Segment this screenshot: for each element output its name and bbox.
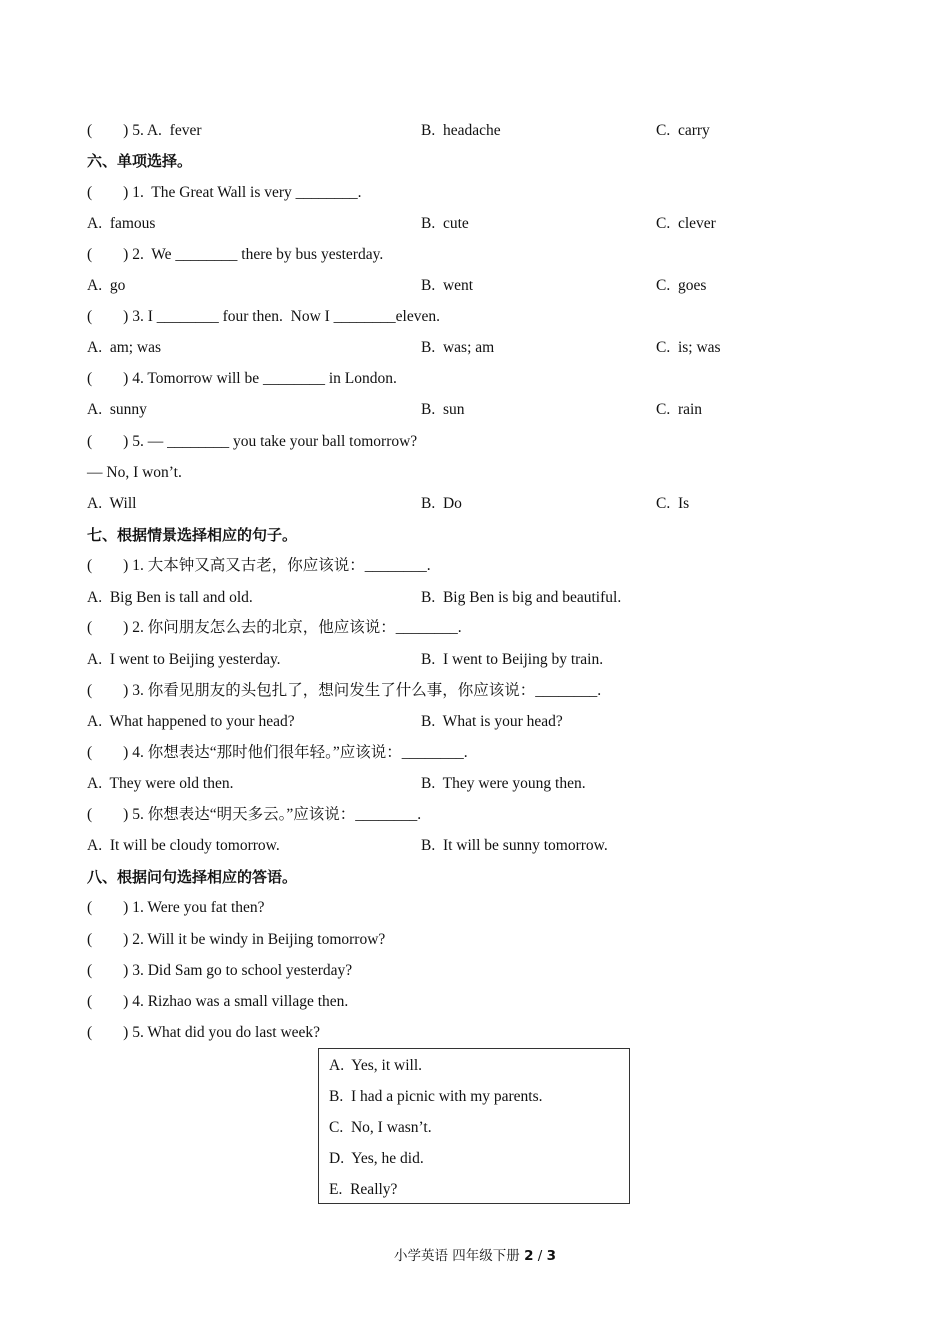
q8-5-stem: ( ) 5. What did you do last week? <box>87 1024 321 1041</box>
q5-5-option-c: C. carry <box>656 122 710 139</box>
q6-2-option-c: C. goes <box>656 277 707 294</box>
q7-3-option-b: B. What is your head? <box>421 713 563 730</box>
section-7-heading: 七、根据情景选择相应的句子。 <box>87 526 298 544</box>
q7-5-stem: ( ) 5. 你想表达“明天多云。”应该说：________. <box>87 806 422 823</box>
q6-3-option-a: A. am; was <box>87 339 162 356</box>
answer-option-b: B. I had a picnic with my parents. <box>329 1088 543 1105</box>
q8-3-stem: ( ) 3. Did Sam go to school yesterday? <box>87 962 353 979</box>
q7-2-option-a: A. I went to Beijing yesterday. <box>87 651 281 668</box>
page-footer <box>0 1244 950 1264</box>
q8-1-stem: ( ) 1. Were you fat then? <box>87 899 265 916</box>
q6-5-stem: ( ) 5. — ________ you take your ball tomorrow? <box>87 433 418 450</box>
q5-5-option-b: B. headache <box>421 122 501 139</box>
q6-1-option-b: B. cute <box>421 215 469 232</box>
q6-5-option-a: A. Will <box>87 495 137 512</box>
answer-options-box <box>318 1048 630 1204</box>
q6-1-stem: ( ) 1. The Great Wall is very ________. <box>87 184 362 201</box>
q8-4-stem: ( ) 4. Rizhao was a small village then. <box>87 993 349 1010</box>
q6-3-option-c: C. is; was <box>656 339 721 356</box>
q7-1-stem: ( ) 1. 大本钟又高又古老，你应该说：________. <box>87 557 431 574</box>
q6-4-option-c: C. rain <box>656 401 703 418</box>
q7-4-option-b: B. They were young then. <box>421 775 586 792</box>
answer-option-e: E. Really? <box>329 1181 398 1198</box>
q7-4-option-a: A. They were old then. <box>87 775 234 792</box>
page-number: 2 <box>524 1248 534 1264</box>
q7-3-stem: ( ) 3. 你看见朋友的头包扎了，想问发生了什么事，你应该说：________. <box>87 682 602 699</box>
q7-3-option-a: A. What happened to your head? <box>87 713 295 730</box>
answer-option-d: D. Yes, he did. <box>329 1150 424 1167</box>
q8-2-stem: ( ) 2. Will it be windy in Beijing tomorrow? <box>87 931 386 948</box>
q7-2-stem: ( ) 2. 你问朋友怎么去的北京，他应该说：________. <box>87 619 462 636</box>
q6-2-stem: ( ) 2. We ________ there by bus yesterday. <box>87 246 384 263</box>
q7-5-option-b: B. It will be sunny tomorrow. <box>421 837 608 854</box>
footer-title: 小学英语 四年级下册 <box>393 1248 525 1264</box>
q5-5-stem: ( ) 5. A. fever <box>87 122 202 139</box>
q6-5-stem-reply: — No, I won’t. <box>87 464 182 481</box>
q6-3-option-b: B. was; am <box>421 339 495 356</box>
q7-4-stem: ( ) 4. 你想表达“那时他们很年轻。”应该说：________. <box>87 744 468 761</box>
q7-1-option-a: A. Big Ben is tall and old. <box>87 589 253 606</box>
section-6-heading: 六、单项选择。 <box>87 152 193 170</box>
page-separator: / <box>533 1248 547 1264</box>
q6-4-option-b: B. sun <box>421 401 465 418</box>
q6-5-option-b: B. Do <box>421 495 462 512</box>
q6-5-option-c: C. Is <box>656 495 690 512</box>
section-8-heading: 八、根据问句选择相应的答语。 <box>87 868 298 886</box>
page-total: 3 <box>546 1248 557 1264</box>
q7-1-option-b: B. Big Ben is big and beautiful. <box>421 589 622 606</box>
answer-option-a: A. Yes, it will. <box>329 1057 423 1074</box>
q6-1-option-c: C. clever <box>656 215 716 232</box>
q6-3-stem: ( ) 3. I ________ four then. Now I ________eleven. <box>87 308 440 325</box>
q6-4-option-a: A. sunny <box>87 401 147 418</box>
q7-2-option-b: B. I went to Beijing by train. <box>421 651 604 668</box>
q6-2-option-a: A. go <box>87 277 126 294</box>
q6-2-option-b: B. went <box>421 277 474 294</box>
answer-option-c: C. No, I wasn’t. <box>329 1119 432 1136</box>
q6-1-option-a: A. famous <box>87 215 156 232</box>
q7-5-option-a: A. It will be cloudy tomorrow. <box>87 837 280 854</box>
q6-4-stem: ( ) 4. Tomorrow will be ________ in London. <box>87 370 397 387</box>
